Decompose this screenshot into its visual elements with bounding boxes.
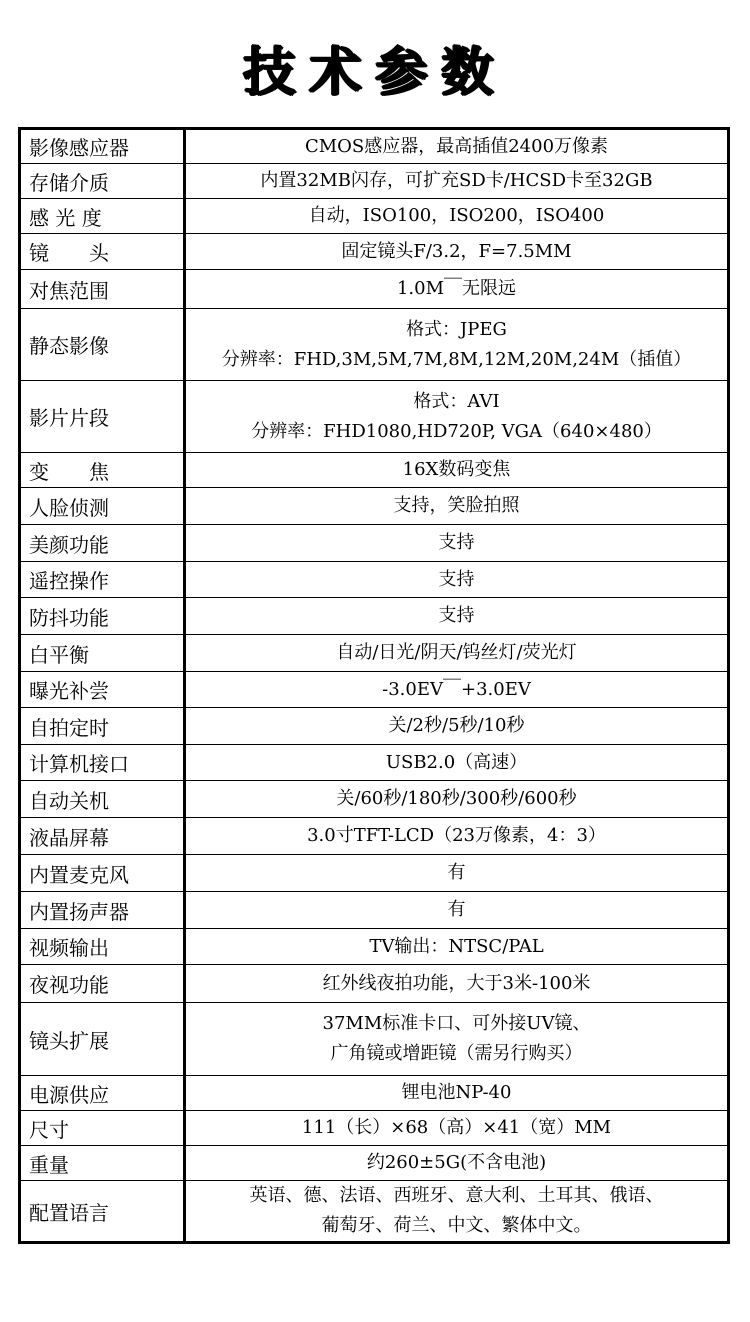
spec-value-line: USB2.0（高速） xyxy=(385,751,528,773)
spec-table-body xyxy=(20,129,729,1243)
spec-label: 曝光补尝 xyxy=(20,672,185,708)
spec-label: 防抖功能 xyxy=(20,598,185,635)
spec-row xyxy=(20,929,729,965)
spec-value-line: 支持 xyxy=(438,532,475,553)
spec-value xyxy=(185,381,729,453)
spec-value-line: 固定镜头F/3.2，F=7.5MM xyxy=(341,240,572,262)
spec-row xyxy=(20,488,729,525)
spec-label: 自动关机 xyxy=(20,781,185,818)
spec-row xyxy=(20,1181,729,1243)
spec-label: 人脸侦测 xyxy=(20,488,185,525)
spec-row xyxy=(20,270,729,309)
spec-row xyxy=(20,129,729,164)
spec-value xyxy=(185,1111,729,1146)
spec-row xyxy=(20,598,729,635)
spec-value xyxy=(185,1076,729,1111)
spec-row xyxy=(20,855,729,892)
spec-label: 重量 xyxy=(20,1146,185,1181)
spec-row xyxy=(20,453,729,488)
spec-label: 电源供应 xyxy=(20,1076,185,1111)
spec-row xyxy=(20,892,729,929)
spec-row xyxy=(20,525,729,562)
spec-value-line: 支持，笑脸拍照 xyxy=(393,495,520,516)
spec-value-line: 16X数码变焦 xyxy=(402,459,511,480)
spec-value-line: CMOS感应器，最高插值2400万像素 xyxy=(304,135,609,157)
spec-value xyxy=(185,929,729,965)
spec-label: 视频输出 xyxy=(20,929,185,965)
spec-row xyxy=(20,965,729,1003)
spec-row xyxy=(20,745,729,781)
spec-label: 影片片段 xyxy=(20,381,185,453)
spec-value-line: 分辨率：FHD1080,HD720P, VGA（640×480） xyxy=(251,420,662,442)
spec-row xyxy=(20,1003,729,1076)
spec-row xyxy=(20,164,729,199)
spec-label: 内置麦克风 xyxy=(20,855,185,892)
spec-label: 内置扬声器 xyxy=(20,892,185,929)
spec-row xyxy=(20,635,729,672)
spec-value xyxy=(185,708,729,745)
spec-label: 尺寸 xyxy=(20,1111,185,1146)
spec-value-line: 111（长）×68（高）×41（宽）MM xyxy=(301,1117,612,1138)
spec-row xyxy=(20,818,729,855)
spec-value xyxy=(185,270,729,309)
spec-value xyxy=(185,635,729,672)
spec-label: 存储介质 xyxy=(20,164,185,199)
spec-value xyxy=(185,562,729,598)
spec-row xyxy=(20,234,729,270)
spec-value-line: 广角镜或增距镜（需另行购买） xyxy=(330,1043,583,1064)
spec-row xyxy=(20,1076,729,1111)
spec-row xyxy=(20,199,729,234)
spec-value-line: 有 xyxy=(447,862,466,883)
spec-label: 计算机接口 xyxy=(20,745,185,781)
spec-row xyxy=(20,781,729,818)
spec-value xyxy=(185,745,729,781)
spec-label: 白平衡 xyxy=(20,635,185,672)
spec-value-line: 自动/日光/阴天/钨丝灯/荧光灯 xyxy=(336,642,577,663)
spec-value-line: 有 xyxy=(447,899,466,920)
spec-label: 自拍定时 xyxy=(20,708,185,745)
spec-value-line: 葡萄牙、荷兰、中文、繁体中文。 xyxy=(321,1215,592,1236)
spec-value xyxy=(185,525,729,562)
spec-value xyxy=(185,1181,729,1243)
spec-label: 感 光 度 xyxy=(20,199,185,234)
spec-value-line: 分辨率：FHD,3M,5M,7M,8M,12M,20M,24M（插值） xyxy=(221,348,692,370)
spec-table xyxy=(18,127,730,1244)
spec-value-line: 关/2秒/5秒/10秒 xyxy=(388,715,525,736)
spec-value-line: 英语、德、法语、西班牙、意大利、土耳其、俄语、 xyxy=(249,1185,664,1206)
spec-label: 镜 头 xyxy=(20,234,185,270)
spec-value xyxy=(185,965,729,1003)
spec-label: 静态影像 xyxy=(20,309,185,381)
spec-label: 变 焦 xyxy=(20,453,185,488)
spec-value xyxy=(185,672,729,708)
page-title: 技术参数 xyxy=(242,42,507,103)
spec-value-line: 内置32MB闪存，可扩充SD卡/HCSD卡至32GB xyxy=(260,170,653,191)
spec-label: 美颜功能 xyxy=(20,525,185,562)
spec-row xyxy=(20,1146,729,1181)
spec-value xyxy=(185,199,729,234)
spec-value xyxy=(185,129,729,164)
spec-value xyxy=(185,1003,729,1076)
spec-label: 镜头扩展 xyxy=(20,1003,185,1076)
spec-row xyxy=(20,708,729,745)
spec-row xyxy=(20,672,729,708)
spec-value xyxy=(185,781,729,818)
spec-value-line: 锂电池NP-40 xyxy=(401,1082,512,1103)
spec-value-line: 关/60秒/180秒/300秒/600秒 xyxy=(336,788,577,809)
spec-value xyxy=(185,892,729,929)
spec-value-line: 红外线夜拍功能，大于3米-100米 xyxy=(322,972,591,994)
spec-value-line: 格式：AVI xyxy=(413,390,500,412)
spec-label: 影像感应器 xyxy=(20,129,185,164)
spec-row xyxy=(20,562,729,598)
spec-row xyxy=(20,381,729,453)
spec-value xyxy=(185,309,729,381)
spec-label: 遥控操作 xyxy=(20,562,185,598)
spec-value xyxy=(185,488,729,525)
spec-value xyxy=(185,1146,729,1181)
spec-value-line: 自动，ISO100，ISO200，ISO400 xyxy=(308,205,605,226)
spec-value-line: 1.0M￣无限远 xyxy=(396,278,517,299)
spec-value xyxy=(185,234,729,270)
spec-value-line: TV输出：NTSC/PAL xyxy=(369,935,544,957)
spec-value xyxy=(185,453,729,488)
spec-row xyxy=(20,309,729,381)
spec-value-line: 支持 xyxy=(438,568,475,590)
spec-value xyxy=(185,598,729,635)
spec-value-line: -3.0EV￣+3.0EV xyxy=(382,678,531,700)
spec-value xyxy=(185,855,729,892)
spec-value-line: 格式：JPEG xyxy=(406,318,507,340)
spec-label: 配置语言 xyxy=(20,1181,185,1243)
spec-value-line: 3.0寸TFT-LCD（23万像素，4：3） xyxy=(307,825,606,846)
spec-value-line: 约260±5G(不含电池) xyxy=(366,1152,547,1173)
spec-label: 夜视功能 xyxy=(20,965,185,1003)
spec-row xyxy=(20,1111,729,1146)
spec-label: 对焦范围 xyxy=(20,270,185,309)
spec-value-line: 37MM标准卡口、可外接UV镜、 xyxy=(322,1013,591,1034)
spec-value xyxy=(185,164,729,199)
spec-value-line: 支持 xyxy=(438,605,475,626)
spec-label: 液晶屏幕 xyxy=(20,818,185,855)
spec-value xyxy=(185,818,729,855)
